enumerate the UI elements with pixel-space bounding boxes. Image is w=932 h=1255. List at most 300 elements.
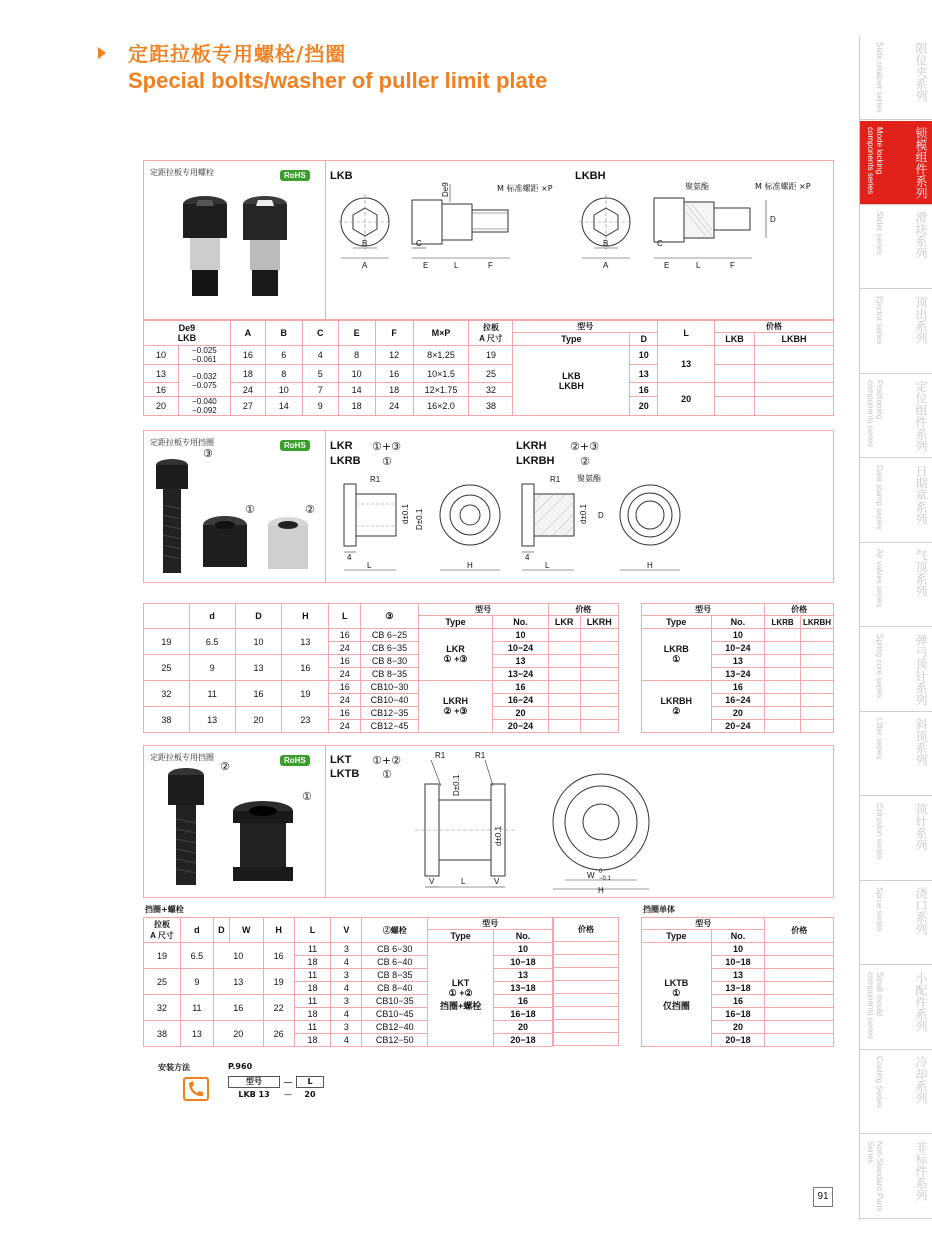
sidebar-item-en-label: Positioning components series	[866, 380, 884, 448]
table-cell: 18	[375, 383, 413, 397]
sidebar-item-label: 定位组件系列	[914, 380, 928, 452]
order-l-value: 20	[304, 1090, 316, 1099]
mark-2-s3: ②	[220, 760, 230, 773]
table-cell: 13	[180, 1021, 213, 1047]
table-cell: 9	[189, 655, 235, 681]
lkb-label: LKB	[330, 170, 353, 182]
table-cell: 10	[235, 629, 282, 655]
table-cell: 24	[329, 694, 361, 707]
table-cell: 3	[331, 943, 362, 956]
table-cell: 16	[493, 681, 548, 694]
lktb-combo: ①	[382, 768, 392, 781]
table-cell: 10	[493, 629, 548, 642]
table-cell: 16	[494, 995, 553, 1008]
sidebar-item[interactable]	[860, 966, 932, 1050]
table-cell	[580, 694, 618, 707]
type-cell: LKRB ①	[642, 629, 712, 681]
table-cell: 13−24	[493, 668, 548, 681]
price-cell	[554, 955, 619, 968]
table-cell	[765, 681, 801, 694]
dimension-label: H	[598, 886, 604, 895]
table-cell	[765, 707, 801, 720]
table-cell	[548, 668, 580, 681]
table-cell: CB 6−25	[361, 629, 419, 642]
lkrbh-combo: ②	[580, 455, 590, 468]
sidebar-item-en-label: Sprue series	[875, 887, 884, 932]
order-dash-line	[284, 1082, 292, 1083]
table-cell: CB10−30	[361, 681, 419, 694]
tolerance-cell: −0.032 −0.075	[178, 365, 230, 397]
dimension-label: A	[603, 261, 609, 270]
dimension-label: R1	[435, 751, 446, 760]
page-title-en: Special bolts/washer of puller limit plate	[128, 68, 548, 93]
table-row	[554, 1020, 619, 1033]
table-cell: 16	[329, 629, 361, 642]
lkt-price-table: 价格	[553, 917, 619, 1046]
table-row	[144, 629, 619, 642]
lkbh-coating-label: 聚氨酯	[685, 182, 709, 191]
table-cell	[548, 642, 580, 655]
table-cell: CB 8−35	[361, 668, 419, 681]
table-cell	[801, 694, 834, 707]
dimension-label: R1	[550, 475, 561, 484]
price-cell	[554, 994, 619, 1007]
table-cell: 19	[144, 629, 190, 655]
table-cell	[548, 720, 580, 733]
table-cell: 16	[329, 681, 361, 694]
table-cell: 3	[331, 995, 362, 1008]
table-cell: 16	[263, 943, 294, 969]
rohs-badge-2: RoHS	[280, 440, 310, 451]
sidebar-item[interactable]	[860, 121, 932, 205]
table-cell: 25	[144, 969, 181, 995]
table-cell: 13−18	[711, 982, 765, 995]
sidebar-item-en-label: Air valves series	[875, 549, 884, 608]
tolerance-cell: −0.040 −0.092	[178, 397, 230, 416]
type-cell: LKRH ② +③	[418, 681, 493, 733]
table-cell	[548, 629, 580, 642]
dimension-label: V	[494, 877, 500, 886]
price-cell	[554, 1033, 619, 1046]
table-cell: CB12−45	[361, 720, 419, 733]
lktb-label: LKTB	[330, 768, 360, 780]
lkrh-label: LKRH	[516, 440, 547, 452]
table-cell: 11	[294, 1021, 331, 1034]
order-model-header: 型号	[228, 1076, 280, 1088]
table-cell: 12×1.75	[413, 383, 469, 397]
table-cell	[801, 629, 834, 642]
dimension-label: L	[545, 561, 550, 570]
lktb-table-title: 挡圈单体	[643, 905, 675, 914]
table-cell: 6.5	[189, 629, 235, 655]
sidebar-item[interactable]	[860, 290, 932, 374]
price-cell	[765, 943, 834, 956]
lkt-technical-drawing	[405, 750, 665, 895]
dimension-label: 4	[525, 553, 530, 562]
dimension-label: R1	[475, 751, 486, 760]
table-cell: 19	[469, 346, 513, 365]
sidebar-item[interactable]	[860, 36, 932, 120]
table-cell: 20	[658, 383, 715, 416]
dimension-label: E	[423, 261, 429, 270]
table-cell	[548, 707, 580, 720]
lkr-panel-label: 定距拉板专用挡圈	[150, 438, 214, 447]
table-cell: 10	[494, 943, 553, 956]
price-cell	[765, 969, 834, 982]
table-cell	[715, 365, 755, 383]
table-cell: 23	[282, 707, 329, 733]
lkt-combo: ①+②	[372, 754, 401, 767]
dimension-label: H	[647, 561, 653, 570]
table-cell: CB 6−35	[361, 642, 419, 655]
sidebar-item-label: 顶出系列	[914, 295, 928, 344]
table-row	[554, 968, 619, 981]
sidebar-item-label: 非标件系列	[914, 1140, 928, 1201]
price-cell	[765, 1034, 834, 1047]
table-cell	[580, 642, 618, 655]
table-cell	[548, 655, 580, 668]
dimension-label: De9	[441, 182, 450, 197]
table-row	[642, 681, 834, 694]
table-cell: 18	[338, 397, 375, 416]
table-cell: 13	[213, 969, 263, 995]
lkb-product-photo	[170, 192, 310, 304]
table-cell: 16	[230, 346, 265, 365]
table-cell: 13	[711, 655, 765, 668]
sidebar-item-label: 限位夹系列	[914, 42, 928, 102]
dimension-label: V	[429, 877, 435, 886]
table-cell: 20	[493, 707, 548, 720]
table-cell: CB10−45	[362, 1008, 428, 1021]
table-row	[144, 365, 834, 383]
table-cell	[548, 681, 580, 694]
sidebar-item[interactable]	[860, 543, 932, 627]
dimension-label: D	[770, 215, 776, 224]
page-title-cn: 定距拉板专用螺栓/挡圈	[128, 42, 347, 66]
table-cell	[765, 655, 801, 668]
order-l-header: L	[296, 1076, 324, 1088]
table-row	[642, 943, 834, 956]
sidebar-item-label: 顶针系列	[914, 802, 928, 851]
table-row	[144, 383, 834, 397]
dimension-label: d±0.1	[401, 504, 410, 524]
table-cell	[580, 720, 618, 733]
dimension-label: 0	[599, 869, 603, 875]
table-cell: 32	[469, 383, 513, 397]
type-cell: LKB LKBH	[513, 346, 630, 416]
table-cell: CB 8−35	[362, 969, 428, 982]
dimension-label: L	[367, 561, 372, 570]
table-cell: 11	[180, 995, 213, 1021]
table-cell: 16	[711, 681, 765, 694]
table-cell	[548, 694, 580, 707]
mark-1-s3: ①	[302, 790, 312, 803]
table-cell: 10×1.5	[413, 365, 469, 383]
table-cell: 24	[329, 668, 361, 681]
table-cell: 26	[263, 1021, 294, 1047]
table-cell	[765, 720, 801, 733]
dimension-label: W	[587, 871, 595, 880]
lkr-product-photo	[150, 455, 320, 580]
sidebar-item[interactable]	[860, 628, 932, 712]
lkb-panel-label: 定距拉板专用螺栓	[150, 168, 214, 177]
table-cell: 6.5	[180, 943, 213, 969]
sidebar-item-label: 弹弓顶针系列	[914, 633, 928, 706]
table-cell: 13	[711, 969, 765, 982]
table-cell: 20−24	[493, 720, 548, 733]
dimension-label: A	[362, 261, 368, 270]
table-row	[554, 1007, 619, 1020]
dimension-label: d±0.1	[579, 504, 588, 524]
table-row	[144, 397, 834, 416]
sidebar-item-en-label: Lifter series	[875, 718, 884, 760]
table-cell: 10	[711, 943, 765, 956]
sidebar-item-label: 斜顶系列	[914, 718, 928, 766]
table-row	[144, 655, 619, 668]
type-cell: LKRBH ②	[642, 681, 712, 733]
price-cell	[554, 981, 619, 994]
table-cell: 27	[230, 397, 265, 416]
table-cell: CB 6−40	[362, 956, 428, 969]
table-cell: 24	[230, 383, 265, 397]
table-cell: 4	[331, 1008, 362, 1021]
lkrb-spec-table: 型号 价格 Type No. LKRB LKRBH LKRB ① 10 10−24 13 13−24 LKRBH ② 16 16−24 20 20−24	[641, 603, 834, 733]
sidebar-item-label: 锁模组件系列	[914, 126, 928, 199]
table-cell: 19	[263, 969, 294, 995]
table-cell: 11	[294, 969, 331, 982]
table-cell: 19	[144, 943, 181, 969]
sidebar-item-label: 气顶系列	[914, 549, 928, 597]
dimension-label: L	[454, 261, 459, 270]
table-cell: 16−24	[711, 694, 765, 707]
lkrh-coating: 聚氨酯	[577, 474, 601, 483]
table-cell: 10−24	[493, 642, 548, 655]
order-dash: —	[284, 1090, 292, 1099]
table-cell: 4	[331, 1034, 362, 1047]
table-cell: 6	[265, 346, 302, 365]
table-cell: 19	[282, 681, 329, 707]
table-cell: 10	[630, 346, 658, 365]
dimension-label: C	[416, 239, 422, 248]
lkr-combo: ①+③	[372, 440, 401, 453]
table-cell: 16	[329, 707, 361, 720]
table-cell: CB 8−40	[362, 982, 428, 995]
table-cell: 20	[711, 1021, 765, 1034]
table-cell: 5	[302, 365, 338, 383]
table-cell: 16	[375, 365, 413, 383]
mark-3: ③	[203, 447, 213, 460]
table-cell: 8×1.25	[413, 346, 469, 365]
table-cell: 11	[189, 681, 235, 707]
table-cell: 25	[144, 655, 190, 681]
table-cell: 14	[338, 383, 375, 397]
price-cell	[554, 968, 619, 981]
table-row	[144, 346, 834, 365]
table-cell: 18	[294, 982, 331, 995]
dimension-label: 4	[347, 553, 352, 562]
lkrh-combo: ②+③	[570, 440, 599, 453]
sidebar-item[interactable]	[860, 712, 932, 796]
table-row	[554, 1033, 619, 1046]
table-cell: 13	[630, 365, 658, 383]
dimension-label: B	[362, 239, 368, 248]
table-cell	[715, 383, 755, 397]
type-cell: LKR ① +③	[418, 629, 493, 681]
table-cell: 13	[494, 969, 553, 982]
table-cell: 16	[711, 995, 765, 1008]
sidebar-item-en-label: Non-Standard Parts Series	[866, 1140, 884, 1212]
table-cell: 32	[144, 995, 181, 1021]
table-cell: 20−18	[494, 1034, 553, 1047]
sidebar-item-en-label: Extrusion series	[875, 802, 884, 860]
sidebar-item-en-label: Slider series	[875, 211, 884, 256]
sidebar-item[interactable]	[860, 1050, 932, 1134]
table-cell	[755, 397, 834, 416]
table-cell: 18	[294, 1034, 331, 1047]
sidebar-item-en-label: Mode locking components series	[866, 126, 884, 194]
table-cell: 10	[711, 629, 765, 642]
table-row	[144, 943, 553, 956]
table-cell: 16	[282, 655, 329, 681]
install-page-ref[interactable]: P.960	[228, 1062, 253, 1071]
table-cell: 20−18	[711, 1034, 765, 1047]
lkt-table-title: 挡圈+螺栓	[145, 905, 184, 914]
sidebar-item[interactable]	[860, 797, 932, 881]
sidebar-item-label: 浇口系列	[914, 887, 928, 935]
table-cell: 16	[329, 655, 361, 668]
table-cell: 14	[265, 397, 302, 416]
table-row	[554, 994, 619, 1007]
table-cell: 10	[338, 365, 375, 383]
lkt-panel-label: 定距拉板专用挡圈	[150, 753, 214, 762]
table-cell: 9	[302, 397, 338, 416]
table-cell: 32	[144, 681, 190, 707]
table-cell: 20	[235, 707, 282, 733]
table-cell: 38	[144, 707, 190, 733]
table-row	[144, 681, 619, 694]
dimension-label: L	[696, 261, 701, 270]
table-cell: 20−24	[711, 720, 765, 733]
table-cell: 16	[235, 681, 282, 707]
table-cell: 10−24	[711, 642, 765, 655]
table-cell: 4	[302, 346, 338, 365]
table-cell: 18	[294, 1008, 331, 1021]
dimension-label: R1	[370, 475, 381, 484]
table-cell: 20	[144, 397, 179, 416]
table-cell	[801, 681, 834, 694]
table-cell	[580, 681, 618, 694]
table-cell: CB10−35	[362, 995, 428, 1008]
price-cell	[765, 1021, 834, 1034]
table-cell: 13	[235, 655, 282, 681]
dimension-label: D	[598, 511, 604, 520]
price-cell	[554, 1020, 619, 1033]
sidebar-item-en-label: Small mould components series	[866, 971, 884, 1039]
sidebar-item-en-label: Spring core series	[875, 633, 884, 698]
lkb-thread-note: M 标准螺距 ×P	[497, 184, 553, 193]
table-cell: 11	[294, 943, 331, 956]
lkt-product-photo	[160, 765, 320, 890]
install-label: 安装方法	[158, 1063, 190, 1072]
table-cell: 16	[213, 995, 263, 1021]
table-cell: 16	[144, 383, 179, 397]
sidebar-item[interactable]	[860, 881, 932, 965]
table-cell: 13	[658, 346, 715, 383]
price-cell	[554, 942, 619, 955]
table-cell	[755, 346, 834, 365]
table-cell: 20	[711, 707, 765, 720]
table-cell	[715, 346, 755, 365]
dimension-label: C	[657, 239, 663, 248]
table-cell	[580, 707, 618, 720]
sidebar-item[interactable]	[860, 1135, 932, 1219]
sidebar-item-en-label: Date stamp series	[875, 464, 884, 529]
sidebar-item-label: 小配件系列	[914, 971, 928, 1032]
lkr-spec-table: d D H L ③ 型号 价格 Type No. LKR LKRH 19 6.5 10 13 16 CB 6−25 LKR ① +③ 10 24 CB 6−35 10−24 25 9 13 16 16 CB 8−30 13 24 CB 8−35 13−24 32 11 16 19 16 CB10−30 LKRH ② +③ 16 24 CB10−40 16−24 38 13 20 23 16 CB12−35 20 24 CB12−45 20−24	[143, 603, 619, 733]
lkb-spec-table: De9 LKB A B C E F M×P 拉板 A 尺寸 型号 L 价格 Type D LKB LKBH 10 −0.025 −0.061 16 6 4 8 12 8×1.25 19 LKB LKBH 10 13 13 −0.032 −0.075 18 8 5 10 16 10×1.5 25 13 16 24 10 7 14 18 12×1.75 32 16 20 20 −0.040 −0.092 27 14 9 18 24 16×2.0 38 20	[143, 320, 834, 416]
table-cell: 16−18	[711, 1008, 765, 1021]
sidebar-item[interactable]	[860, 374, 932, 458]
table-cell: CB12−35	[361, 707, 419, 720]
sidebar-item[interactable]	[860, 459, 932, 543]
mark-1: ①	[245, 503, 255, 516]
table-cell: CB10−40	[361, 694, 419, 707]
sidebar-item-en-label: Cooling Series	[875, 1056, 884, 1109]
lkbh-label: LKBH	[575, 170, 606, 182]
lkr-label: LKR	[330, 440, 353, 452]
sidebar-item[interactable]	[860, 205, 932, 289]
lktb-spec-table: 型号 价格 Type No. LKTB ① 仅挡圈 10 10−18 13 13−18 16 16−18 20 20−18	[641, 917, 834, 1047]
table-cell: 3	[331, 969, 362, 982]
table-cell: 16−24	[493, 694, 548, 707]
dimension-label: H	[467, 561, 473, 570]
mark-2: ②	[305, 503, 315, 516]
rohs-badge-3: RoHS	[280, 755, 310, 766]
table-cell	[765, 642, 801, 655]
table-cell: 13	[493, 655, 548, 668]
table-cell: CB12−40	[362, 1021, 428, 1034]
dimension-label: F	[730, 261, 735, 270]
tolerance-cell: −0.025 −0.061	[178, 346, 230, 365]
table-cell: 8	[265, 365, 302, 383]
table-cell	[580, 655, 618, 668]
table-cell	[580, 629, 618, 642]
table-cell: 38	[469, 397, 513, 416]
lkbh-thread-note: M 标准螺距 ×P	[755, 182, 811, 191]
price-cell	[765, 982, 834, 995]
table-cell: 12	[375, 346, 413, 365]
dimension-label: D±0.1	[452, 774, 461, 796]
table-cell	[801, 707, 834, 720]
dimension-label: L	[461, 877, 466, 886]
dimension-label: −0.1	[599, 876, 611, 882]
table-cell	[765, 694, 801, 707]
table-cell: 10−18	[711, 956, 765, 969]
table-cell: 13	[189, 707, 235, 733]
table-cell: 7	[302, 383, 338, 397]
table-cell: 18	[230, 365, 265, 383]
table-cell: 38	[144, 1021, 181, 1047]
table-cell: 20	[494, 1021, 553, 1034]
table-cell: 20	[213, 1021, 263, 1047]
dimension-label: E	[664, 261, 670, 270]
price-cell	[765, 1008, 834, 1021]
table-cell: CB 8−30	[361, 655, 419, 668]
sidebar-item-label: 冷却系列	[914, 1056, 928, 1104]
order-example	[228, 1076, 324, 1102]
table-cell: 16×2.0	[413, 397, 469, 416]
title-arrow-icon	[98, 47, 106, 59]
